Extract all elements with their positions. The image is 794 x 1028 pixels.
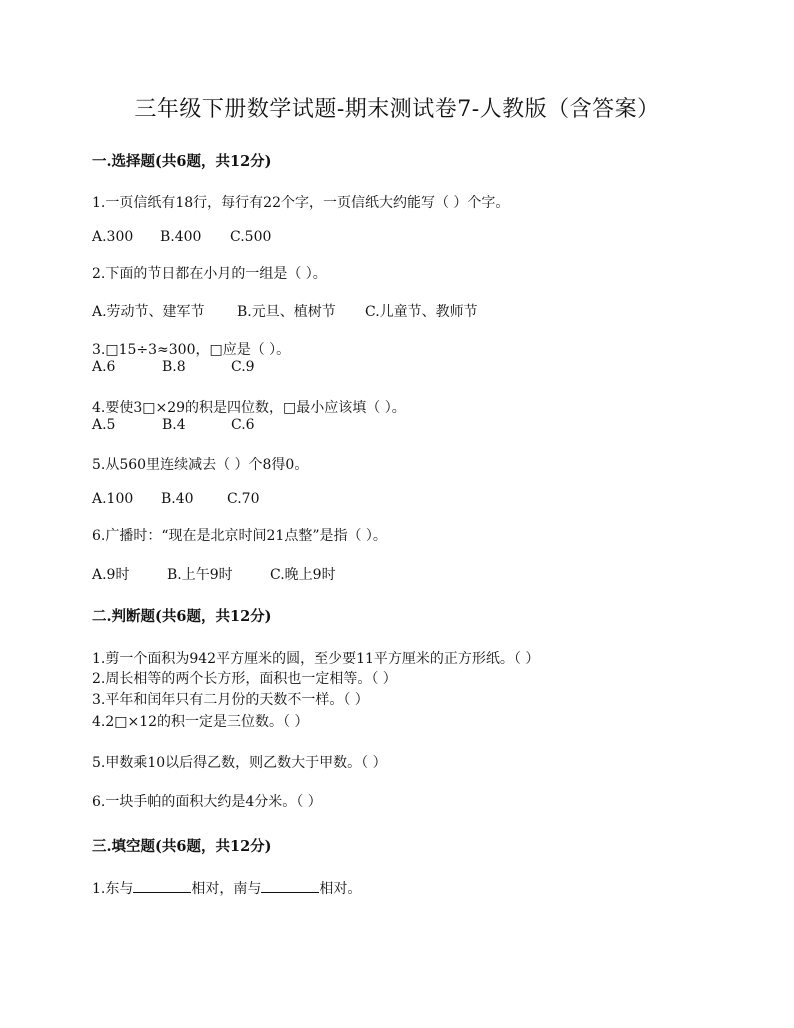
question-1-1: 1.一页信纸有18行，每行有22个字，一页信纸大约能写（ ）个字。	[92, 195, 510, 211]
option-a: A.6	[92, 359, 116, 375]
option-a: A.5	[92, 417, 116, 433]
answer-blank[interactable]	[261, 880, 319, 893]
judge-item: 3.平年和闰年只有二月份的天数不一样。（ ）	[92, 692, 369, 708]
option-a: A.100	[92, 491, 134, 507]
options-1-3	[92, 359, 255, 375]
option-b: B.8	[162, 359, 186, 375]
option-c: C.儿童节、教师节	[365, 304, 478, 320]
option-a: A.劳动节、建军节	[92, 304, 205, 320]
options-1-5	[92, 491, 259, 507]
judge-item: 4.2□×12的积一定是三位数。（ ）	[92, 714, 309, 730]
page-title: 三年级下册数学试题-期末测试卷7-人教版（含答案）	[134, 97, 660, 122]
option-b: B.元旦、植树节	[237, 304, 336, 320]
question-1-6: 6.广播时：“现在是北京时间21点整”是指（ ）。	[92, 528, 387, 544]
fill-text: 相对，南与	[191, 881, 262, 897]
option-c: C.6	[231, 417, 255, 433]
question-1-5: 5.从560里连续减去（ ）个8得0。	[92, 457, 309, 473]
options-1-1	[92, 229, 271, 245]
judge-item: 2.周长相等的两个长方形，面积也一定相等。（ ）	[92, 671, 397, 687]
option-c: C.9	[231, 359, 255, 375]
question-1-3: 3.□15÷3≈300，□应是（ ）。	[92, 342, 291, 358]
options-1-6	[92, 564, 336, 584]
section-heading-choice: 一.选择题(共6题，共12分)	[92, 153, 272, 170]
question-1-2: 2.下面的节日都在小月的一组是（ ）。	[92, 266, 327, 282]
option-c: C.晚上9时	[270, 567, 336, 583]
option-b: B.上午9时	[167, 567, 233, 583]
option-c: C.70	[227, 491, 260, 507]
options-1-2	[92, 301, 478, 321]
fill-text: 1.东与	[92, 881, 134, 897]
question-1-4: 4.要使3□×29的积是四位数，□最小应该填（ ）。	[92, 400, 406, 416]
option-b: B.400	[160, 229, 202, 245]
options-1-4	[92, 417, 255, 433]
judge-item: 6.一块手帕的面积大约是4分米。（ ）	[92, 794, 322, 810]
option-c: C.500	[230, 229, 272, 245]
option-a: A.9时	[92, 567, 130, 583]
fill-question-1	[92, 878, 361, 898]
fill-text: 相对。	[319, 881, 362, 897]
judge-item: 1.剪一个面积为942平方厘米的圆，至少要11平方厘米的正方形纸。（ ）	[92, 651, 540, 667]
judge-item: 5.甲数乘10以后得乙数，则乙数大于甲数。（ ）	[92, 755, 387, 771]
answer-blank[interactable]	[133, 880, 191, 893]
option-b: B.40	[161, 491, 194, 507]
section-heading-judge: 二.判断题(共6题，共12分)	[92, 608, 272, 625]
option-b: B.4	[162, 417, 186, 433]
section-heading-fill: 三.填空题(共6题，共12分)	[92, 838, 272, 855]
option-a: A.300	[92, 229, 134, 245]
